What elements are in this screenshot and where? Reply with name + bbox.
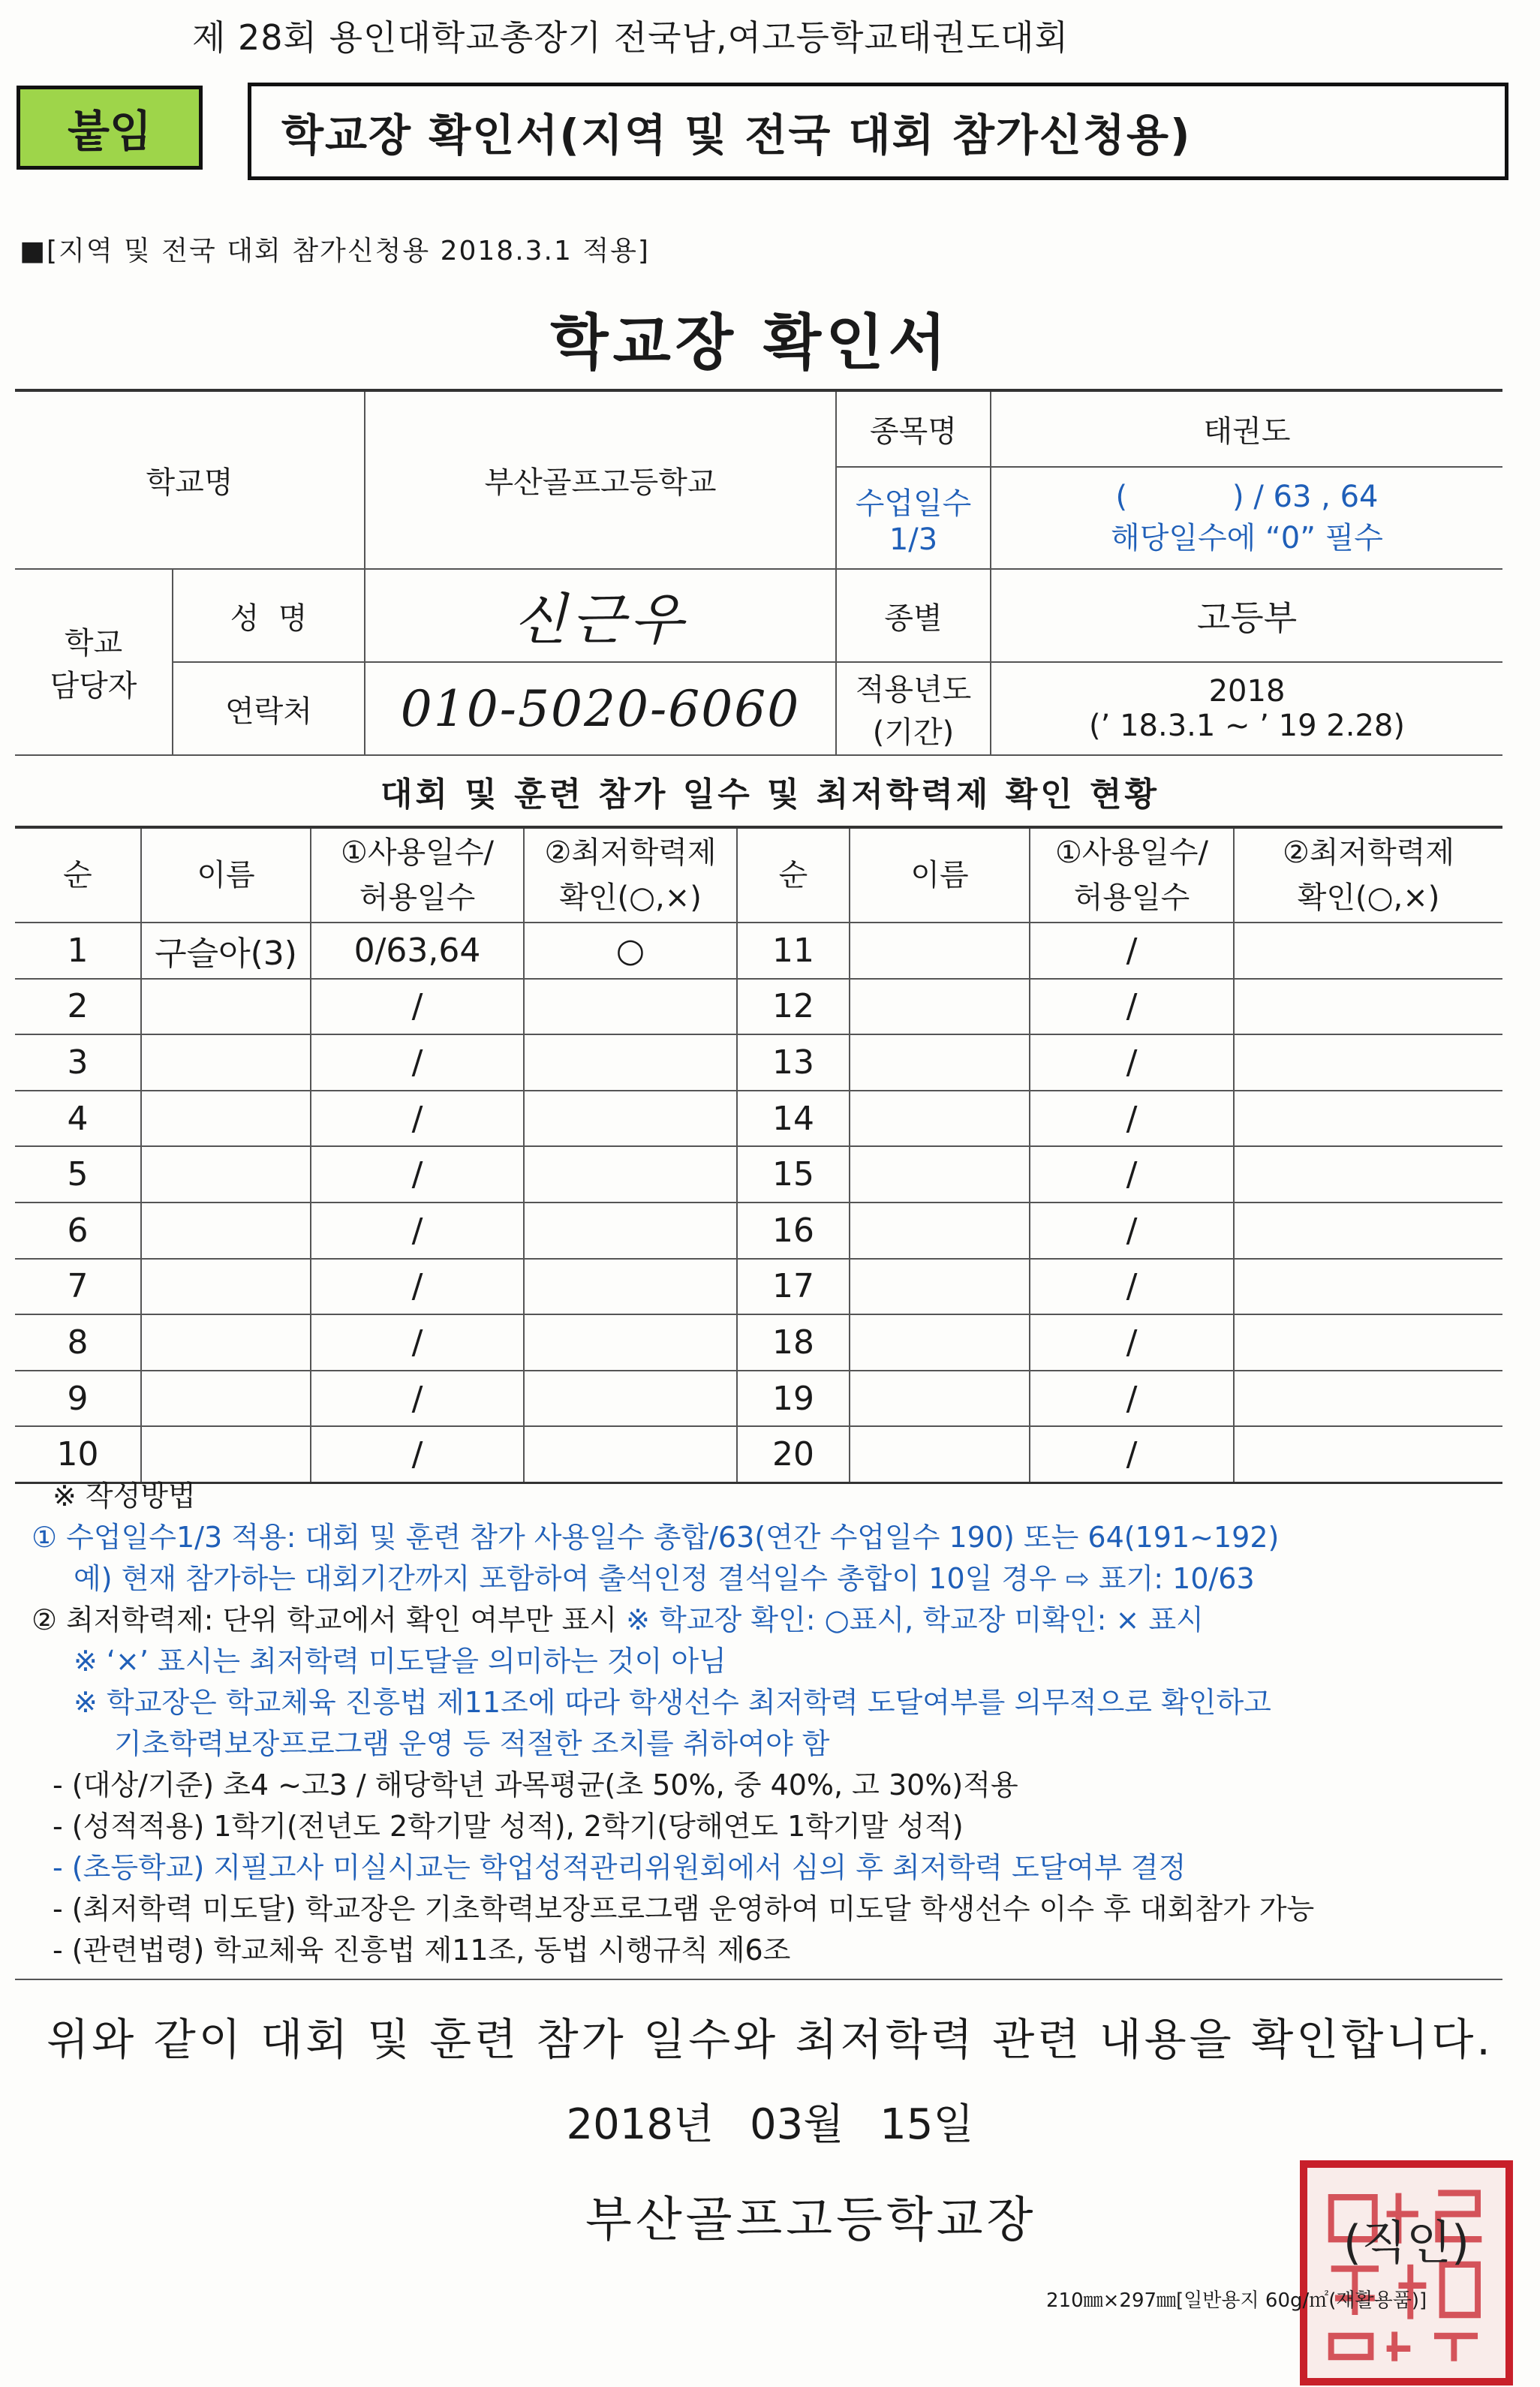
class-days-label-line2: 1/3 bbox=[889, 522, 938, 557]
row-no: 8 bbox=[15, 1314, 141, 1371]
form-title: 학교장 확인서(지역 및 전국 대회 참가신청용) bbox=[248, 83, 1508, 180]
contact-handwritten: 010-5020-6060 bbox=[365, 662, 836, 755]
row-days-right: / bbox=[1030, 1034, 1234, 1091]
row-no-right: 15 bbox=[737, 1146, 850, 1203]
instructions-title: ※ 작성방법 bbox=[53, 1479, 196, 1513]
row-name-right bbox=[850, 1203, 1030, 1259]
school-name-value: 부산골프고등학교 bbox=[365, 390, 836, 569]
table-row bbox=[15, 1034, 1502, 1091]
row-days-right: / bbox=[1030, 1146, 1234, 1203]
row-no: 3 bbox=[15, 1034, 141, 1091]
row-min-academic-right bbox=[1234, 1146, 1502, 1203]
row-min-academic-right bbox=[1234, 923, 1502, 979]
row-min-academic-right bbox=[1234, 1371, 1502, 1427]
row-days: 0/63,64 bbox=[311, 923, 524, 979]
header-name-right: 이름 bbox=[850, 827, 1030, 923]
row-no-right: 18 bbox=[737, 1314, 850, 1371]
table-row bbox=[15, 1314, 1502, 1371]
row-min-academic bbox=[524, 1259, 737, 1315]
instruction-line-1: ① 수업일수1/3 적용: 대회 및 훈련 참가 사용일수 총합/63(연간 수업일수 190) 또는 64(191~192) bbox=[32, 1521, 1280, 1554]
instruction-line-7: - (대상/기준) 초4 ~고3 / 해당학년 과목평균(초 50%, 중 40%, 고 30%)적용 bbox=[53, 1768, 1018, 1802]
row-name-right bbox=[850, 1314, 1030, 1371]
header-days-line2: 허용일수 bbox=[359, 880, 476, 915]
header-min-academic bbox=[524, 827, 737, 923]
row-no: 6 bbox=[15, 1203, 141, 1259]
header-days-line1: ①사용일수/ bbox=[341, 835, 494, 870]
year-label bbox=[836, 662, 991, 755]
row-name-right bbox=[850, 1259, 1030, 1315]
row-days: / bbox=[311, 1146, 524, 1203]
row-name-right bbox=[850, 1146, 1030, 1203]
row-min-academic-right bbox=[1234, 1203, 1502, 1259]
row-min-academic bbox=[524, 1203, 737, 1259]
instruction-line-10: - (최저학력 미도달) 학교장은 기초학력보장프로그램 운영하여 미도달 학생선수 이수 후 대회참가 가능 bbox=[53, 1892, 1315, 1925]
row-name: 구슬아(3) bbox=[141, 923, 311, 979]
row-days-right: / bbox=[1030, 1314, 1234, 1371]
table-row bbox=[15, 1203, 1502, 1259]
instruction-line-3b: ※ 학교장 확인: ○표시, 학교장 미확인: × 표시 bbox=[626, 1603, 1204, 1636]
row-days: / bbox=[311, 979, 524, 1035]
class-days-value-line2: 해당일수에 “0” 필수 bbox=[1111, 520, 1383, 555]
row-name bbox=[141, 1034, 311, 1091]
row-no-right: 16 bbox=[737, 1203, 850, 1259]
row-days: / bbox=[311, 1091, 524, 1147]
table-row bbox=[15, 1259, 1502, 1315]
attachment-badge: 붙임 bbox=[17, 86, 203, 170]
row-days-right: / bbox=[1030, 1091, 1234, 1147]
document-title: 학교장 확인서 bbox=[550, 308, 951, 378]
year-value-line1: 2018 bbox=[1208, 674, 1286, 709]
row-min-academic bbox=[524, 1146, 737, 1203]
instruction-line-11: - (관련법령) 학교체육 진흥법 제11조, 동법 시행규칙 제6조 bbox=[53, 1934, 791, 1967]
row-no-right: 11 bbox=[737, 923, 850, 979]
instruction-line-9: - (초등학교) 지필고사 미실시교는 학업성적관리위원회에서 심의 후 최저학력 도달여부 결정 bbox=[53, 1851, 1187, 1884]
year-value-line2: (’ 18.3.1 ~ ’ 19 2.28) bbox=[1089, 709, 1405, 743]
staff-label bbox=[15, 569, 173, 755]
row-min-academic-right bbox=[1234, 1034, 1502, 1091]
category-label: 종별 bbox=[836, 569, 991, 662]
row-min-academic: ○ bbox=[524, 923, 737, 979]
row-min-academic bbox=[524, 979, 737, 1035]
principal-signature-line: 부산골프고등학교장 bbox=[585, 2193, 1037, 2248]
row-name-right bbox=[850, 1426, 1030, 1482]
event-header: 제 28회 용인대학교총장기 전국남,여고등학교태권도대회 bbox=[191, 17, 1069, 58]
row-min-academic bbox=[524, 1091, 737, 1147]
row-name-right bbox=[850, 1034, 1030, 1091]
applicable-note: ■[지역 및 전국 대회 참가신청용 2018.3.1 적용] bbox=[20, 236, 650, 266]
category-value: 고등부 bbox=[991, 569, 1502, 662]
row-days-right: / bbox=[1030, 923, 1234, 979]
row-no-right: 12 bbox=[737, 979, 850, 1035]
header-days-right bbox=[1030, 827, 1234, 923]
row-name bbox=[141, 1203, 311, 1259]
class-days-value bbox=[991, 467, 1502, 569]
seal-label: (직인) bbox=[1343, 2215, 1470, 2270]
instruction-line-2: 예) 현재 참가하는 대회기간까지 포함하여 출석인정 결석일수 총합이 10일 경우 ⇨ 표기: 10/63 bbox=[74, 1562, 1255, 1595]
row-no-right: 14 bbox=[737, 1091, 850, 1147]
staff-name-handwritten: 신근우 bbox=[365, 569, 836, 662]
row-days: / bbox=[311, 1371, 524, 1427]
seal-stamp-icon bbox=[1307, 2168, 1505, 2378]
header-days bbox=[311, 827, 524, 923]
header-min-academic-right bbox=[1234, 827, 1502, 923]
row-days-right: / bbox=[1030, 1371, 1234, 1427]
row-name bbox=[141, 1091, 311, 1147]
row-min-academic-right bbox=[1234, 1314, 1502, 1371]
row-min-academic-right bbox=[1234, 979, 1502, 1035]
row-min-academic bbox=[524, 1034, 737, 1091]
status-heading: 대회 및 훈련 참가 일수 및 최저학력제 확인 현황 bbox=[380, 775, 1160, 814]
sport-value: 태권도 bbox=[991, 390, 1502, 467]
row-no-right: 13 bbox=[737, 1034, 850, 1091]
year-value bbox=[991, 662, 1502, 755]
instruction-line-8: - (성적적용) 1학기(전년도 2학기말 성적), 2학기(당해연도 1학기말 성적) bbox=[53, 1810, 964, 1843]
instruction-line-3a: ② 최저학력제: 단위 학교에서 확인 여부만 표시 bbox=[32, 1603, 627, 1636]
row-name-right bbox=[850, 1091, 1030, 1147]
row-min-academic bbox=[524, 1314, 737, 1371]
table-header-row bbox=[15, 827, 1502, 923]
row-name-right bbox=[850, 979, 1030, 1035]
row-min-academic-right bbox=[1234, 1259, 1502, 1315]
header-days-right-line1: ①사용일수/ bbox=[1055, 835, 1208, 870]
row-name bbox=[141, 1259, 311, 1315]
row-name-right bbox=[850, 923, 1030, 979]
confirm-statement: 위와 같이 대회 및 훈련 참가 일수와 최저학력 관련 내용을 확인합니다. bbox=[47, 2014, 1493, 2065]
header-min-right-line1: ②최저학력제 bbox=[1282, 835, 1455, 870]
year-label-line2: (기간) bbox=[872, 715, 955, 750]
school-info-table bbox=[15, 389, 1502, 756]
official-seal-stamp bbox=[1300, 2160, 1513, 2385]
row-name bbox=[141, 979, 311, 1035]
row-min-academic bbox=[524, 1371, 737, 1427]
class-days-value-line1: ( ) / 63 , 64 bbox=[1115, 479, 1379, 514]
name-label: 성 명 bbox=[173, 569, 365, 662]
row-days: / bbox=[311, 1426, 524, 1482]
header-no-right: 순 bbox=[737, 827, 850, 923]
row-no: 1 bbox=[15, 923, 141, 979]
row-days-right: / bbox=[1030, 1426, 1234, 1482]
table-row bbox=[15, 1146, 1502, 1203]
row-no: 2 bbox=[15, 979, 141, 1035]
row-no: 9 bbox=[15, 1371, 141, 1427]
row-min-academic-right bbox=[1234, 1426, 1502, 1482]
row-no-right: 20 bbox=[737, 1426, 850, 1482]
row-no: 10 bbox=[15, 1426, 141, 1482]
row-name bbox=[141, 1146, 311, 1203]
row-days: / bbox=[311, 1034, 524, 1091]
contact-label: 연락처 bbox=[173, 662, 365, 755]
row-min-academic bbox=[524, 1426, 737, 1482]
instructions bbox=[32, 1476, 1517, 1971]
table-row bbox=[15, 923, 1502, 979]
row-days: / bbox=[311, 1259, 524, 1315]
school-name-label: 학교명 bbox=[15, 390, 365, 569]
row-no-right: 19 bbox=[737, 1371, 850, 1427]
row-name bbox=[141, 1314, 311, 1371]
document-date: 2018년 03월 15일 bbox=[566, 2100, 974, 2149]
sport-label: 종목명 bbox=[836, 390, 991, 467]
row-name bbox=[141, 1371, 311, 1427]
header-no: 순 bbox=[15, 827, 141, 923]
divider bbox=[15, 1979, 1502, 1980]
row-no-right: 17 bbox=[737, 1259, 850, 1315]
instruction-line-5: ※ 학교장은 학교체육 진흥법 제11조에 따라 학생선수 최저학력 도달여부를 의무적으로 확인하고 bbox=[74, 1686, 1271, 1719]
instruction-line-4: ※ ‘×’ 표시는 최저학력 미도달을 의미하는 것이 아님 bbox=[74, 1645, 726, 1678]
paper-spec: 210㎜×297㎜[일반용지 60g/㎡(재활용품)] bbox=[1046, 2289, 1427, 2312]
table-row bbox=[15, 1371, 1502, 1427]
row-days-right: / bbox=[1030, 1259, 1234, 1315]
staff-label-line2: 담당자 bbox=[50, 669, 137, 703]
header-min-right-line2: 확인(○,×) bbox=[1297, 880, 1440, 915]
table-row bbox=[15, 979, 1502, 1035]
row-min-academic-right bbox=[1234, 1091, 1502, 1147]
row-days-right: / bbox=[1030, 979, 1234, 1035]
header-name: 이름 bbox=[141, 827, 311, 923]
participation-records-table bbox=[15, 826, 1502, 1484]
table-row bbox=[15, 1426, 1502, 1482]
row-name bbox=[141, 1426, 311, 1482]
row-days: / bbox=[311, 1314, 524, 1371]
row-days: / bbox=[311, 1203, 524, 1259]
year-label-line1: 적용년도 bbox=[855, 673, 972, 707]
instruction-line-3 bbox=[32, 1600, 1517, 1641]
class-days-label-line1: 수업일수 bbox=[855, 486, 972, 521]
staff-label-line1: 학교 bbox=[64, 626, 123, 661]
class-days-label bbox=[836, 467, 991, 569]
instruction-line-6: 기초학력보장프로그램 운영 등 적절한 조치를 취하여야 함 bbox=[114, 1727, 830, 1760]
table-row bbox=[15, 1091, 1502, 1147]
header-days-right-line2: 허용일수 bbox=[1073, 880, 1190, 915]
row-no: 4 bbox=[15, 1091, 141, 1147]
row-no: 5 bbox=[15, 1146, 141, 1203]
row-name-right bbox=[850, 1371, 1030, 1427]
row-days-right: / bbox=[1030, 1203, 1234, 1259]
row-no: 7 bbox=[15, 1259, 141, 1315]
header-min-line1: ②최저학력제 bbox=[544, 835, 717, 870]
header-min-line2: 확인(○,×) bbox=[559, 880, 702, 915]
